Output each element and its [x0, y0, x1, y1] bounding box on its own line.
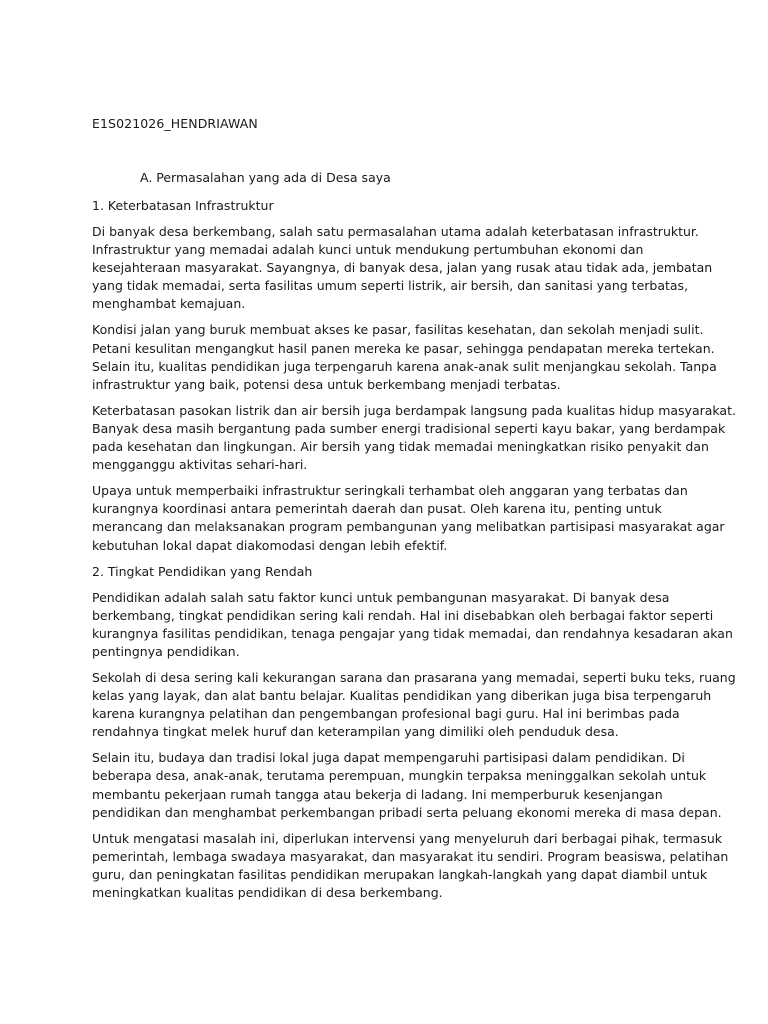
- paragraph: [92, 482, 725, 554]
- paragraph-line: membantu pekerjaan rumah tangga atau bekerja di ladang. Ini memperburuk kesenjangan: [92, 786, 663, 802]
- paragraph-line: Kondisi jalan yang buruk membuat akses ke pasar, fasilitas kesehatan, dan sekolah menjadi sulit.: [92, 322, 704, 338]
- paragraph-line: Banyak desa masih bergantung pada sumber energi tradisional seperti kayu bakar, yang berdampak: [92, 420, 726, 436]
- paragraph-line: Selain itu, kualitas pendidikan juga terpengaruh karena anak-anak sulit menjangkau sekolah. Tanpa: [92, 358, 717, 374]
- paragraph-line: infrastruktur yang baik, potensi desa untuk berkembang menjadi terbatas.: [92, 376, 561, 392]
- paragraph-line: kurangnya koordinasi antara pemerintah daerah dan pusat. Oleh karena itu, penting untuk: [92, 501, 662, 517]
- paragraph-line: kurangnya fasilitas pendidikan, tenaga pengajar yang tidak memadai, dan rendahnya kesadaran akan: [92, 625, 733, 641]
- paragraph-line: meningkatkan kualitas pendidikan di desa berkembang.: [92, 885, 443, 900]
- paragraph-line: berkembang, tingkat pendidikan sering kali rendah. Hal ini disebabkan oleh berbagai faktor seperti: [92, 607, 714, 623]
- paragraph-line: pendidikan dan menghambat perkembangan pribadi serta peluang ekonomi mereka di masa depan.: [92, 804, 722, 820]
- paragraph-line: menghambat kemajuan.: [92, 296, 246, 312]
- paragraph-line: kesejahteraan masyarakat. Sayangnya, di banyak desa, jalan yang rusak atau tidak ada, jembatan: [92, 260, 713, 276]
- paragraph-line: kebutuhan lokal dapat diakomodasi dengan lebih efektif.: [92, 537, 448, 553]
- paragraph: [92, 749, 722, 821]
- document-id-line: E1S021026_HENDRIAWAN: [92, 116, 258, 131]
- paragraph-line: karena kurangnya pelatihan dan pengembangan profesional bagi guru. Hal ini berimbas pada: [92, 706, 680, 722]
- subsection-heading: 2. Tingkat Pendidikan yang Rendah: [92, 563, 313, 579]
- paragraph-line: pemerintah, lembaga swadaya masyarakat, dan masyarakat itu sendiri. Program beasiswa, pelatihan: [92, 848, 729, 864]
- paragraph: [92, 830, 729, 902]
- subsection-heading: 1. Keterbatasan Infrastruktur: [92, 198, 274, 213]
- paragraph-line: mengganggu aktivitas sehari-hari.: [92, 457, 308, 473]
- subsections-container: [92, 197, 736, 902]
- paragraph: [92, 402, 736, 474]
- paragraph: [92, 669, 736, 741]
- paragraph-line: rendahnya tingkat melek huruf dan keterampilan yang dimiliki oleh penduduk desa.: [92, 724, 619, 740]
- paragraph-line: yang tidak memadai, serta fasilitas umum seperti listrik, air bersih, dan sanitasi yang terbatas,: [92, 278, 689, 294]
- paragraph-line: merancang dan melaksanakan program pembangunan yang melibatkan partisipasi masyarakat agar: [92, 519, 725, 535]
- paragraph-line: Selain itu, budaya dan tradisi lokal juga dapat mempengaruhi partisipasi dalam pendidikan. Di: [92, 750, 685, 766]
- paragraph: [92, 223, 713, 313]
- paragraph: [92, 589, 733, 661]
- paragraph-line: pada kesehatan dan lingkungan. Air bersih yang tidak memadai meningkatkan risiko penyakit dan: [92, 439, 709, 455]
- paragraph-line: Petani kesulitan mengangkut hasil panen mereka ke pasar, sehingga pendapatan mereka tertekan.: [92, 340, 715, 356]
- section-title: A. Permasalahan yang ada di Desa saya: [140, 170, 391, 185]
- paragraph-line: pentingnya pendidikan.: [92, 643, 240, 659]
- paragraph: [92, 321, 717, 393]
- paragraph-line: Pendidikan adalah salah satu faktor kunci untuk pembangunan masyarakat. Di banyak desa: [92, 589, 670, 605]
- paragraph-line: Di banyak desa berkembang, salah satu permasalahan utama adalah keterbatasan infrastruktur.: [92, 224, 699, 239]
- paragraph-line: Infrastruktur yang memadai adalah kunci untuk mendukung pertumbuhan ekonomi dan: [92, 242, 644, 258]
- paragraph-line: kelas yang layak, dan alat bantu belajar. Kualitas pendidikan yang diberikan juga bisa terpengaruh: [92, 688, 712, 704]
- paragraph-line: Untuk mengatasi masalah ini, diperlukan intervensi yang menyeluruh dari berbagai pihak, termasuk: [92, 830, 722, 846]
- paragraph-line: Upaya untuk memperbaiki infrastruktur seringkali terhambat oleh anggaran yang terbatas dan: [92, 483, 688, 499]
- paragraph-line: Keterbatasan pasokan listrik dan air bersih juga berdampak langsung pada kualitas hidup masyarakat.: [92, 402, 736, 418]
- paragraph-line: guru, dan peningkatan fasilitas pendidikan merupakan langkah-langkah yang dapat diambil untuk: [92, 866, 708, 882]
- paragraph-line: Sekolah di desa sering kali kekurangan sarana dan prasarana yang memadai, seperti buku teks, ruang: [92, 669, 736, 685]
- paragraph-line: beberapa desa, anak-anak, terutama perempuan, mungkin terpaksa meninggalkan sekolah untuk: [92, 768, 707, 784]
